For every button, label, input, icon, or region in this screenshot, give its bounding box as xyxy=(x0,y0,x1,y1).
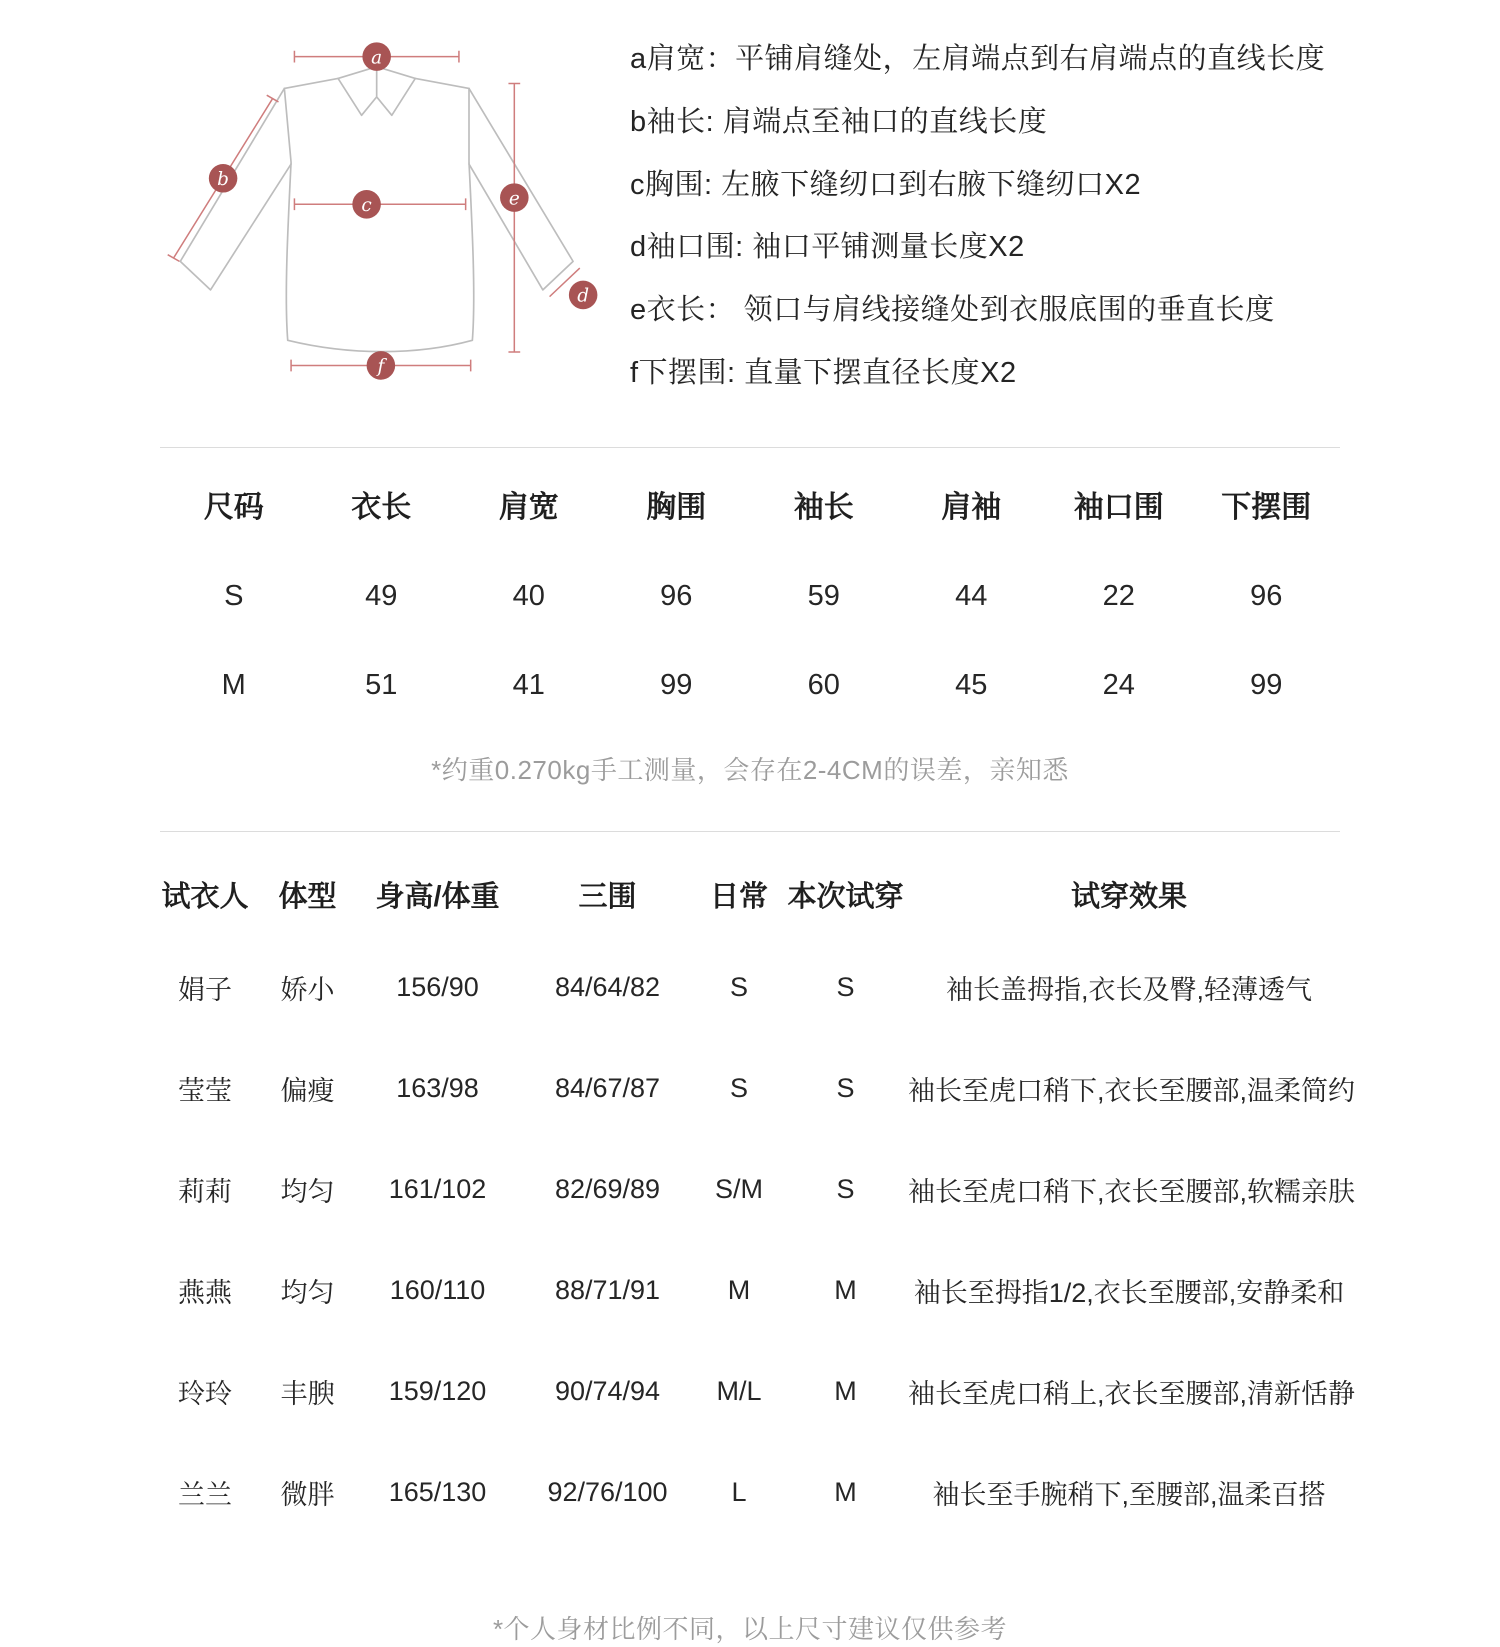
size-cell: 40 xyxy=(512,579,545,612)
size-cell: 51 xyxy=(365,668,398,701)
fit-cell: 88/71/91 xyxy=(554,1274,661,1305)
fit-cell: 燕燕 xyxy=(178,1277,232,1308)
marker-b-label: b xyxy=(217,168,230,190)
fit-cell: 均匀 xyxy=(280,1277,335,1308)
fit-cell: 微胖 xyxy=(280,1479,335,1510)
measure-markers xyxy=(209,42,598,379)
size-cell: 99 xyxy=(1250,668,1283,701)
size-cell: 24 xyxy=(1102,668,1135,701)
fit-cell: M xyxy=(834,1274,857,1305)
size-header-cell: 肩袖 xyxy=(941,490,1002,524)
marker-d-label: d xyxy=(577,285,590,307)
fit-cell: 玲玲 xyxy=(178,1378,232,1409)
size-row-s xyxy=(160,552,1340,641)
fit-header-cell: 试衣人 xyxy=(161,880,249,913)
measure-line-e xyxy=(508,83,520,352)
fit-cell: 165/130 xyxy=(388,1476,487,1507)
fit-cell: 娇小 xyxy=(280,974,335,1005)
shirt-line-drawing xyxy=(140,28,610,389)
fit-cell: 袖长至拇指1/2,衣长至腰部,安静柔和 xyxy=(913,1277,1345,1308)
fit-cell: S xyxy=(729,1072,748,1103)
fit-cell: 娟子 xyxy=(178,974,232,1005)
fit-row xyxy=(150,937,1350,1038)
fit-cell: L xyxy=(731,1476,747,1507)
measure-note-sleeve: b袖长: 肩端点至袖口的直线长度 xyxy=(630,105,1048,138)
measure-note-bust: c胸围: 左腋下缝纫口到右腋下缝纫口X2 xyxy=(630,168,1142,201)
fit-cell: 161/102 xyxy=(388,1173,487,1204)
size-cell: 45 xyxy=(955,668,988,701)
fit-header-cell: 本次试穿 xyxy=(787,880,904,913)
measurement-descriptions xyxy=(630,28,1325,419)
fit-cell: 袖长至手腕稍下,至腰部,温柔百搭 xyxy=(932,1479,1326,1510)
size-cell: 49 xyxy=(365,579,398,612)
fit-table xyxy=(150,856,1356,1543)
shirt-measurement-diagram xyxy=(140,28,620,394)
fit-cell: 莉莉 xyxy=(178,1176,232,1207)
size-measure-note: *约重0.270kg手工测量，会存在2-4CM的误差，亲知悉 xyxy=(431,754,1069,785)
fit-cell: 袖长至虎口稍下,衣长至腰部,软糯亲肤 xyxy=(908,1176,1356,1207)
fit-row xyxy=(150,1139,1350,1240)
size-cell: M xyxy=(221,668,246,701)
marker-a-label: a xyxy=(371,47,383,69)
fit-row xyxy=(150,1038,1350,1139)
size-cell: 96 xyxy=(1250,579,1283,612)
size-cell: 44 xyxy=(955,579,988,612)
size-cell: 59 xyxy=(807,579,840,612)
fit-cell: S xyxy=(836,1072,855,1103)
size-cell: 99 xyxy=(660,668,693,701)
fit-cell: 兰兰 xyxy=(178,1479,232,1510)
measurement-guide-section xyxy=(0,22,1500,447)
fit-cell: M/L xyxy=(716,1375,762,1406)
fit-cell: 90/74/94 xyxy=(554,1375,661,1406)
size-table-section xyxy=(0,448,1500,831)
marker-c-label: c xyxy=(361,195,372,217)
fit-cell: M xyxy=(834,1476,857,1507)
measure-note-length: e衣长： 领口与肩线接缝处到衣服底围的垂直长度 xyxy=(630,294,1275,327)
fit-header-cell: 三围 xyxy=(578,880,637,913)
size-header-cell: 袖口围 xyxy=(1073,490,1164,524)
fit-cell: 92/76/100 xyxy=(547,1476,668,1507)
fit-disclaimer-note: *个人身材比例不同，以上尺寸建议仅供参考 xyxy=(492,1613,1008,1644)
size-cell: 41 xyxy=(512,668,545,701)
fit-cell: 丰腴 xyxy=(280,1378,335,1409)
fit-cell: 159/120 xyxy=(388,1375,487,1406)
fit-table-header-row xyxy=(150,856,1350,937)
fit-row xyxy=(150,1240,1350,1341)
size-row-m xyxy=(160,641,1340,730)
fit-table-section xyxy=(0,832,1500,1646)
marker-f-label: f xyxy=(377,356,385,378)
fit-cell: 袖长至虎口稍下,衣长至腰部,温柔简约 xyxy=(908,1075,1356,1106)
size-cell: 96 xyxy=(660,579,693,612)
fit-header-cell: 体型 xyxy=(278,880,337,913)
fit-cell: M xyxy=(834,1375,857,1406)
fit-cell: 袖长盖拇指,衣长及臀,轻薄透气 xyxy=(945,974,1312,1005)
fit-cell: 84/64/82 xyxy=(554,971,661,1002)
fit-cell: 82/69/89 xyxy=(554,1173,661,1204)
fit-header-cell: 日常 xyxy=(709,880,768,913)
fit-cell: S xyxy=(836,971,855,1002)
fit-header-cell: 身高/体重 xyxy=(375,880,500,913)
fit-cell: 莹莹 xyxy=(178,1075,232,1106)
fit-cell: S/M xyxy=(714,1173,763,1204)
fit-cell: 偏瘦 xyxy=(280,1075,335,1106)
fit-cell: 156/90 xyxy=(396,971,479,1002)
fit-cell: S xyxy=(836,1173,855,1204)
size-cell: 60 xyxy=(807,668,840,701)
fit-row xyxy=(150,1341,1350,1442)
marker-e-label: e xyxy=(508,188,520,210)
fit-cell: 160/110 xyxy=(389,1274,486,1305)
size-table-header-row xyxy=(160,466,1340,552)
size-header-cell: 袖长 xyxy=(793,490,854,524)
measure-note-shoulder: a肩宽：平铺肩缝处，左肩端点到右肩端点的直线长度 xyxy=(630,43,1326,75)
size-header-cell: 肩宽 xyxy=(498,490,559,524)
fit-row xyxy=(150,1442,1350,1543)
measure-note-cuff: d袖口围: 袖口平铺测量长度X2 xyxy=(630,231,1025,264)
fit-cell: 84/67/87 xyxy=(554,1072,661,1103)
fit-header-cell: 试穿效果 xyxy=(1070,880,1187,913)
size-header-cell: 下摆围 xyxy=(1221,490,1312,524)
size-cell: S xyxy=(224,579,244,612)
size-table xyxy=(160,466,1340,730)
fit-cell: M xyxy=(727,1274,751,1305)
measure-note-hem: f下摆围: 直量下摆直径长度X2 xyxy=(630,356,1017,389)
size-header-cell: 胸围 xyxy=(646,490,707,524)
fit-cell: 袖长至虎口稍上,衣长至腰部,清新恬静 xyxy=(908,1378,1356,1409)
fit-cell: 163/98 xyxy=(396,1072,479,1103)
size-cell: 22 xyxy=(1102,579,1135,612)
size-header-cell: 尺码 xyxy=(203,490,264,524)
fit-cell: S xyxy=(729,971,748,1002)
fit-cell: 均匀 xyxy=(280,1176,335,1207)
size-header-cell: 衣长 xyxy=(351,490,412,524)
